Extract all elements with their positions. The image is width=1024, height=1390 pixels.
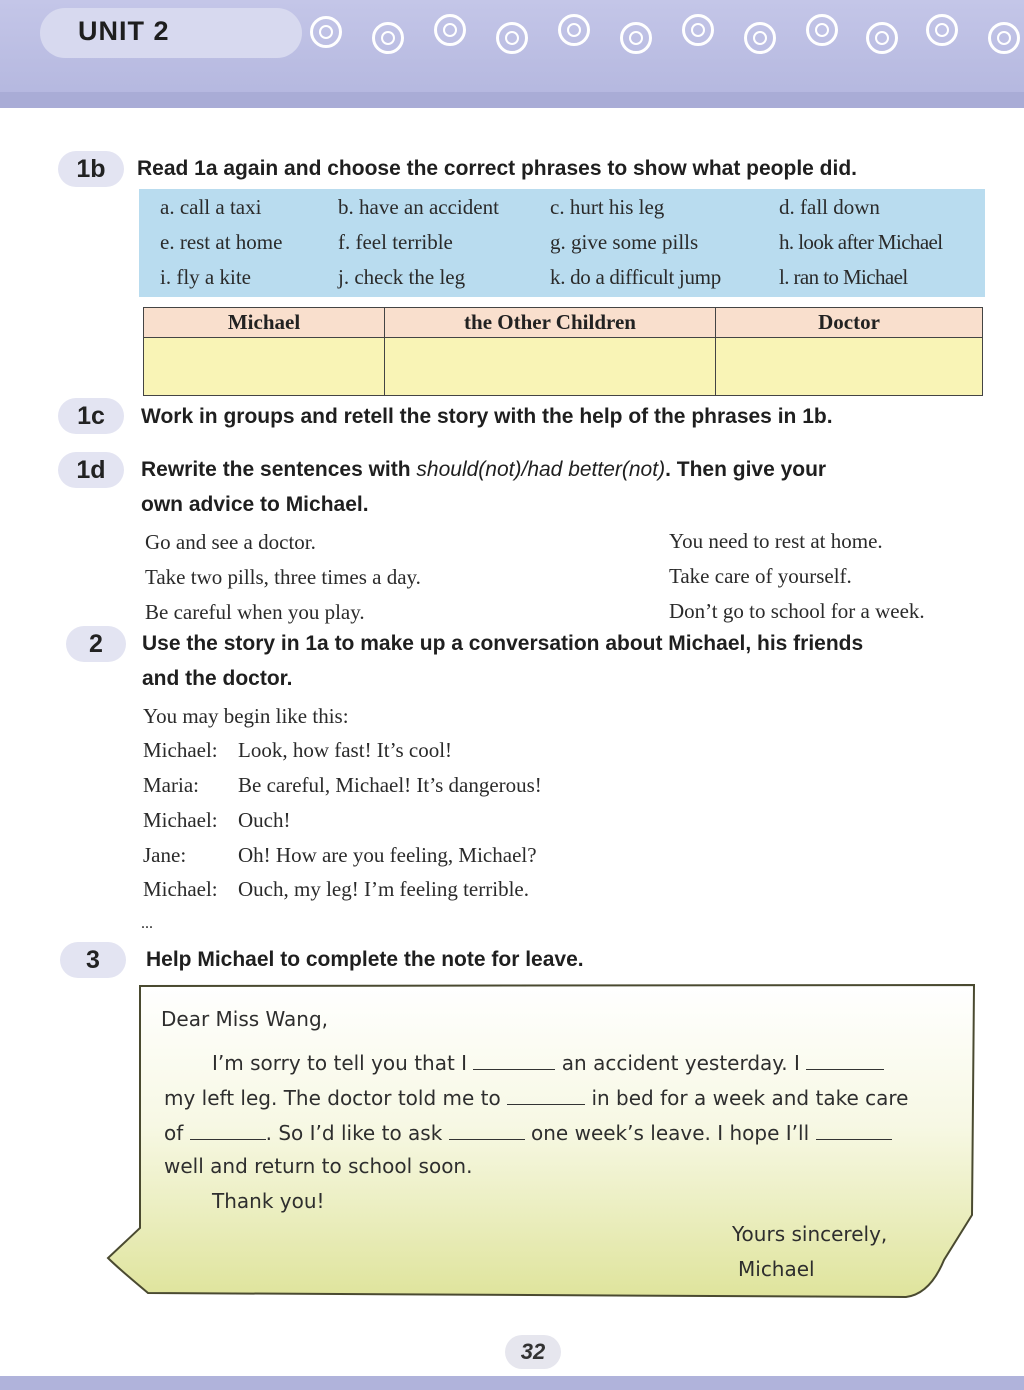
note-text: my left leg. The doctor told me to (164, 1086, 501, 1110)
note-line-4: well and return to school soon. (164, 1154, 473, 1178)
phrase-l: l. ran to Michael (779, 265, 908, 289)
sentence-right-3: Don’t go to school for a week. (669, 599, 925, 623)
phrase-f: f. feel terrible (338, 230, 453, 254)
dialogue-speaker: Michael: (143, 808, 218, 832)
phrase-d: d. fall down (779, 195, 880, 219)
phrase-j: j. check the leg (338, 265, 466, 289)
dialogue-text: Be careful, Michael! It’s dangerous! (238, 773, 542, 797)
note-line-2 (164, 1084, 908, 1110)
instruction-1d-italic: should(not)/had better(not) (416, 458, 666, 481)
instruction-1c: Work in groups and retell the story with the help of the phrases in 1b. (141, 405, 833, 428)
dialogue-speaker: Michael: (143, 877, 218, 901)
note-text: an accident yesterday. I (561, 1051, 800, 1075)
phrase-e: e. rest at home (160, 230, 283, 254)
blank-5[interactable] (449, 1119, 525, 1140)
sentence-left-1: Go and see a doctor. (145, 530, 316, 554)
footer-band (0, 1376, 1024, 1390)
blank-4[interactable] (190, 1119, 266, 1140)
dialogue-text: Look, how fast! It’s cool! (238, 738, 453, 762)
note-closing: Yours sincerely, (732, 1222, 888, 1246)
sentence-right-2: Take care of yourself. (669, 564, 852, 588)
section-number-3: 3 (60, 942, 126, 978)
note-text: in bed for a week and take care (591, 1086, 909, 1110)
instruction-1d-line2: own advice to Michael. (141, 493, 369, 516)
dialogue-text: Ouch! (238, 808, 291, 832)
note-signature: Michael (738, 1257, 815, 1281)
instruction-1b: Read 1a again and choose the correct phrases to show what people did. (137, 157, 857, 180)
phrase-h: h. look after Michael (779, 230, 943, 254)
phrase-b: b. have an accident (338, 195, 499, 219)
blank-3[interactable] (507, 1084, 585, 1105)
unit-label: UNIT 2 (78, 16, 170, 46)
blank-1[interactable] (473, 1049, 555, 1070)
sentence-left-3: Be careful when you play. (145, 600, 365, 624)
instruction-1d-pre: Rewrite the sentences with (141, 458, 417, 481)
sentence-right-1: You need to rest at home. (669, 529, 883, 553)
dialogue-text: Oh! How are you feeling, Michael? (238, 843, 537, 867)
section-number-1c: 1c (58, 398, 124, 434)
note-thanks: Thank you! (212, 1189, 325, 1213)
phrase-c: c. hurt his leg (550, 195, 665, 219)
phrase-k: k. do a difficult jump (550, 265, 721, 289)
note-line-1 (212, 1049, 884, 1075)
sentence-left-2: Take two pills, three times a day. (145, 565, 421, 589)
dialogue-speaker: Jane: (143, 843, 187, 867)
section-number-1d: 1d (58, 452, 124, 488)
blank-2[interactable] (806, 1049, 884, 1070)
phrase-i: i. fly a kite (160, 265, 251, 289)
dialogue-ellipsis: ... (141, 915, 153, 932)
dialogue-intro: You may begin like this: (143, 704, 349, 728)
table-header-michael: Michael (144, 308, 385, 338)
note-text: of (164, 1121, 184, 1145)
dialogue-text: Ouch, my leg! I’m feeling terrible. (238, 877, 529, 901)
note-greeting: Dear Miss Wang, (161, 1007, 329, 1031)
note-text: . So I’d like to ask (265, 1121, 443, 1145)
note-line-3 (164, 1119, 892, 1145)
instruction-3: Help Michael to complete the note for leave. (146, 948, 584, 971)
table-header-doctor: Doctor (716, 308, 983, 338)
note-text: I’m sorry to tell you that I (212, 1051, 468, 1075)
page-number: 32 (505, 1335, 561, 1369)
dialogue-speaker: Michael: (143, 738, 218, 762)
dialogue-speaker: Maria: (143, 773, 199, 797)
phrase-a: a. call a taxi (160, 195, 262, 219)
instruction-1d-post: . Then give your (665, 458, 827, 481)
section-number-2: 2 (66, 626, 126, 662)
table-header-children: the Other Children (385, 308, 716, 338)
phrase-g: g. give some pills (550, 230, 699, 254)
note-text: one week’s leave. I hope I’ll (531, 1121, 810, 1145)
instruction-2-line1: Use the story in 1a to make up a conversation about Michael, his friends (142, 632, 864, 655)
blank-6[interactable] (816, 1119, 892, 1140)
section-number-1b: 1b (58, 151, 124, 187)
instruction-2-line2: and the doctor. (142, 667, 293, 690)
